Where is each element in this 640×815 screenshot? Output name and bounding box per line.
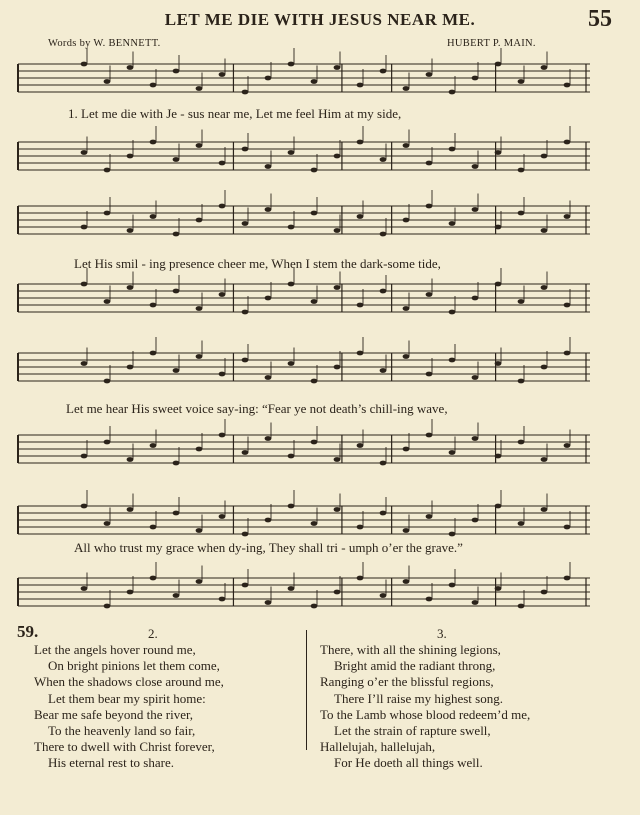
note-head xyxy=(173,232,180,237)
note-head xyxy=(242,583,249,588)
note-head xyxy=(564,443,571,448)
note-head xyxy=(403,86,410,91)
note-head xyxy=(334,154,341,159)
stanza-line: Let the angels hover round me, xyxy=(34,642,196,657)
stanza-line: Let the strain of rapture swell, xyxy=(334,723,491,739)
note-head xyxy=(495,282,502,287)
lyric-line: All who trust my grace when dy-ing, They shall tri - umph o’er the grave.” xyxy=(74,540,463,555)
note-head xyxy=(334,507,341,512)
note-head xyxy=(196,354,203,359)
note-head xyxy=(173,289,180,294)
lyric-line: 1. Let me die with Je - sus near me, Let me feel Him at my side, xyxy=(68,106,402,121)
note-head xyxy=(403,306,410,311)
note-head xyxy=(541,507,548,512)
stanza-line: Bright amid the radiant throng, xyxy=(334,658,496,674)
stanza-line: For He doeth all things well. xyxy=(334,755,483,771)
note-head xyxy=(564,214,571,219)
note-head xyxy=(150,351,157,356)
note-head xyxy=(403,579,410,584)
note-head xyxy=(104,168,111,173)
note-head xyxy=(265,207,272,212)
note-head xyxy=(311,379,318,384)
note-head xyxy=(196,579,203,584)
note-head xyxy=(495,454,502,459)
note-head xyxy=(265,296,272,301)
note-head xyxy=(564,140,571,145)
note-head xyxy=(311,521,318,526)
note-head xyxy=(403,143,410,148)
note-head xyxy=(196,528,203,533)
note-head xyxy=(173,593,180,598)
note-head xyxy=(564,303,571,308)
note-head xyxy=(150,303,157,308)
note-head xyxy=(81,586,88,591)
note-head xyxy=(518,604,525,609)
note-head xyxy=(541,285,548,290)
note-head xyxy=(173,511,180,516)
note-head xyxy=(403,528,410,533)
note-head xyxy=(495,504,502,509)
note-head xyxy=(288,150,295,155)
stanza-2-label: 2. xyxy=(148,626,158,641)
note-head xyxy=(357,443,364,448)
note-head xyxy=(449,310,456,315)
note-head xyxy=(196,218,203,223)
lyric-line: Let His smil - ing presence cheer me, When I stem the dark-some tide, xyxy=(74,256,441,271)
note-head xyxy=(196,306,203,311)
note-head xyxy=(380,368,387,373)
note-head xyxy=(357,83,364,88)
note-head xyxy=(104,440,111,445)
note-head xyxy=(150,83,157,88)
note-head xyxy=(564,525,571,530)
note-head xyxy=(334,365,341,370)
note-head xyxy=(426,292,433,297)
bass-staff xyxy=(14,278,590,322)
note-head xyxy=(150,443,157,448)
column-divider xyxy=(306,630,307,750)
note-head xyxy=(81,504,88,509)
note-head xyxy=(311,299,318,304)
note-head xyxy=(242,450,249,455)
bass-staff xyxy=(14,572,590,616)
note-head xyxy=(242,310,249,315)
note-head xyxy=(380,289,387,294)
note-head xyxy=(173,157,180,162)
note-head xyxy=(426,204,433,209)
note-head xyxy=(541,154,548,159)
note-head xyxy=(265,518,272,523)
stanza-line: Ranging o’er the blissful regions, xyxy=(320,674,494,690)
note-head xyxy=(403,447,410,452)
note-head xyxy=(173,368,180,373)
note-head xyxy=(311,168,318,173)
note-head xyxy=(288,454,295,459)
note-head xyxy=(495,150,502,155)
note-head xyxy=(334,228,341,233)
note-head xyxy=(104,79,111,84)
bass-staff xyxy=(14,429,590,473)
note-head xyxy=(472,436,479,441)
note-head xyxy=(219,292,226,297)
note-head xyxy=(242,90,249,95)
note-head xyxy=(541,457,548,462)
stanza-3 xyxy=(320,642,530,772)
note-head xyxy=(541,65,548,70)
note-head xyxy=(518,521,525,526)
note-head xyxy=(518,211,525,216)
note-head xyxy=(449,450,456,455)
stanza-line: His eternal rest to share. xyxy=(48,755,174,771)
note-head xyxy=(104,299,111,304)
note-head xyxy=(196,86,203,91)
stanza-line: When the shadows close around me, xyxy=(34,674,224,690)
note-head xyxy=(426,372,433,377)
note-head xyxy=(403,354,410,359)
note-head xyxy=(380,232,387,237)
note-head xyxy=(81,361,88,366)
note-head xyxy=(196,143,203,148)
treble-staff xyxy=(14,347,590,391)
note-head xyxy=(380,593,387,598)
note-head xyxy=(357,140,364,145)
note-head xyxy=(426,514,433,519)
note-head xyxy=(127,228,134,233)
note-head xyxy=(219,433,226,438)
note-head xyxy=(127,365,134,370)
note-head xyxy=(219,204,226,209)
page-number: 55 xyxy=(588,6,612,32)
note-head xyxy=(219,372,226,377)
note-head xyxy=(104,604,111,609)
note-head xyxy=(150,140,157,145)
note-head xyxy=(265,436,272,441)
note-head xyxy=(564,576,571,581)
note-head xyxy=(311,440,318,445)
note-head xyxy=(472,375,479,380)
note-head xyxy=(518,299,525,304)
stanza-line: There, with all the shining legions, xyxy=(320,642,501,657)
note-head xyxy=(127,285,134,290)
note-head xyxy=(265,164,272,169)
note-head xyxy=(426,161,433,166)
note-head xyxy=(219,72,226,77)
note-head xyxy=(403,218,410,223)
note-head xyxy=(357,303,364,308)
note-head xyxy=(81,282,88,287)
note-head xyxy=(334,590,341,595)
treble-staff xyxy=(14,58,590,102)
note-head xyxy=(541,365,548,370)
note-head xyxy=(334,457,341,462)
stanza-line: There I’ll raise my highest song. xyxy=(334,690,503,706)
note-head xyxy=(426,433,433,438)
note-head xyxy=(449,583,456,588)
note-head xyxy=(495,586,502,591)
note-head xyxy=(104,379,111,384)
stanza-2 xyxy=(34,642,224,772)
note-head xyxy=(426,597,433,602)
note-head xyxy=(288,225,295,230)
stanza-line: Bear me safe beyond the river, xyxy=(34,706,194,722)
note-head xyxy=(564,351,571,356)
hymn-title: LET ME DIE WITH JESUS NEAR ME. xyxy=(164,10,476,29)
note-head xyxy=(334,65,341,70)
note-head xyxy=(173,69,180,74)
note-head xyxy=(81,62,88,67)
lyric-line: Let me hear His sweet voice say-ing: “Fear ye not death’s chill-ing wave, xyxy=(66,401,448,416)
note-head xyxy=(495,225,502,230)
note-head xyxy=(150,214,157,219)
note-head xyxy=(495,361,502,366)
note-head xyxy=(518,168,525,173)
note-head xyxy=(265,375,272,380)
note-head xyxy=(127,154,134,159)
note-head xyxy=(150,576,157,581)
note-head xyxy=(81,150,88,155)
note-head xyxy=(127,65,134,70)
note-head xyxy=(288,282,295,287)
note-head xyxy=(196,447,203,452)
note-head xyxy=(449,147,456,152)
note-head xyxy=(127,590,134,595)
note-head xyxy=(449,532,456,537)
note-head xyxy=(311,211,318,216)
note-head xyxy=(449,90,456,95)
note-head xyxy=(265,600,272,605)
note-head xyxy=(127,507,134,512)
note-head xyxy=(357,525,364,530)
note-head xyxy=(219,514,226,519)
note-head xyxy=(541,590,548,595)
note-head xyxy=(357,351,364,356)
note-head xyxy=(426,72,433,77)
note-head xyxy=(380,461,387,466)
note-head xyxy=(380,511,387,516)
stanza-3-label: 3. xyxy=(437,626,447,641)
note-head xyxy=(449,221,456,226)
note-head xyxy=(173,461,180,466)
note-head xyxy=(265,76,272,81)
stanza-line: Let them bear my spirit home: xyxy=(48,690,206,706)
note-head xyxy=(127,457,134,462)
note-head xyxy=(472,518,479,523)
note-head xyxy=(242,147,249,152)
note-head xyxy=(518,79,525,84)
note-head xyxy=(472,207,479,212)
words-credit: Words by W. BENNETT. xyxy=(48,38,161,49)
bass-staff xyxy=(14,136,590,180)
note-head xyxy=(150,525,157,530)
note-head xyxy=(81,225,88,230)
note-head xyxy=(495,62,502,67)
note-head xyxy=(288,504,295,509)
stanza-line: On bright pinions let them come, xyxy=(48,658,220,674)
note-head xyxy=(472,164,479,169)
note-head xyxy=(472,600,479,605)
hymn-number: 59. xyxy=(17,622,39,641)
note-head xyxy=(288,361,295,366)
note-head xyxy=(472,296,479,301)
note-head xyxy=(104,521,111,526)
note-head xyxy=(518,379,525,384)
note-head xyxy=(380,157,387,162)
note-head xyxy=(242,221,249,226)
note-head xyxy=(380,69,387,74)
note-head xyxy=(334,285,341,290)
note-head xyxy=(518,440,525,445)
note-head xyxy=(564,83,571,88)
note-head xyxy=(219,161,226,166)
note-head xyxy=(472,76,479,81)
note-head xyxy=(288,62,295,67)
note-head xyxy=(288,586,295,591)
note-head xyxy=(242,532,249,537)
music-credit: HUBERT P. MAIN. xyxy=(447,38,536,49)
stanza-line: Hallelujah, hallelujah, xyxy=(320,739,436,755)
stanza-line: To the heavenly land so fair, xyxy=(48,723,196,739)
treble-staff xyxy=(14,200,590,244)
note-head xyxy=(219,597,226,602)
note-head xyxy=(449,358,456,363)
note-head xyxy=(541,228,548,233)
treble-staff xyxy=(14,500,590,544)
note-head xyxy=(311,79,318,84)
stanza-line: There to dwell with Christ forever, xyxy=(34,739,215,755)
note-head xyxy=(357,576,364,581)
note-head xyxy=(311,604,318,609)
note-head xyxy=(104,211,111,216)
note-head xyxy=(242,358,249,363)
note-head xyxy=(357,214,364,219)
note-head xyxy=(81,454,88,459)
stanza-line: To the Lamb whose blood redeem’d me, xyxy=(320,706,531,722)
